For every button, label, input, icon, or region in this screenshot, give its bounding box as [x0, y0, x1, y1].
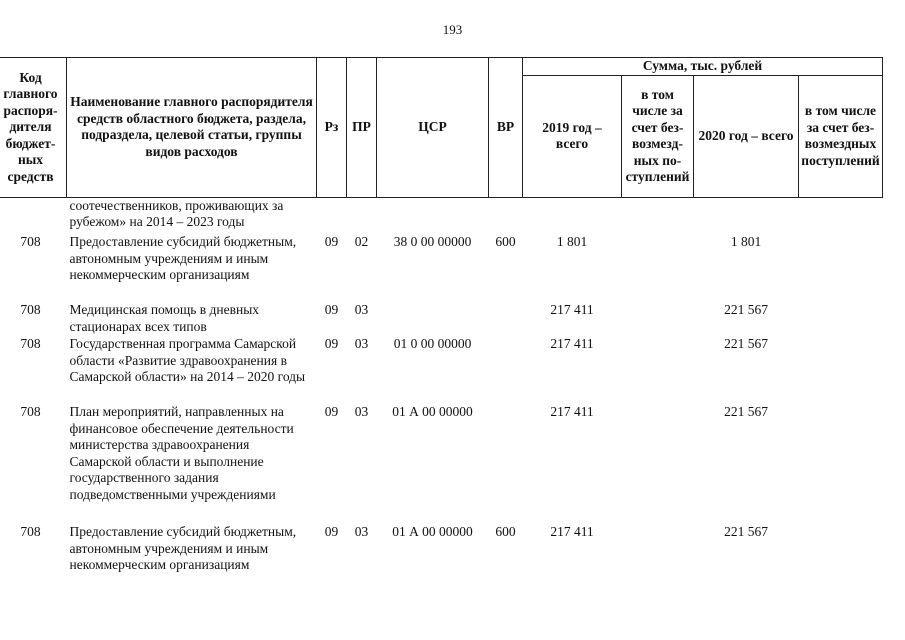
cell-code: 708 [20, 336, 41, 351]
table-body [0, 197, 883, 592]
cell-rz [317, 197, 347, 234]
table-row [0, 302, 883, 336]
cell-name: соотечественников, проживающих за рубежом» на 2014 – 2023 годы [69, 197, 284, 229]
cell-code [0, 197, 67, 234]
cell-rz: 09 [324, 524, 339, 539]
cell-2019-total: 1 801 [556, 234, 588, 249]
table-row [0, 336, 883, 404]
cell-vr [489, 197, 523, 234]
cell-rz: 09 [324, 302, 339, 317]
cell-2020-total: 221 567 [724, 404, 768, 419]
cell-2019-total: 217 411 [550, 302, 594, 317]
cell-2020-free [799, 234, 883, 302]
header-2019-total: 2019 год – всего [523, 75, 622, 197]
cell-pr: 03 [354, 404, 369, 419]
cell-name: План мероприятий, направленных на финансовое обеспечение деятельности министерства здравоохранения Самарской области и выполнение государственного задания подведомственными учреждениями [69, 404, 294, 502]
cell-code: 708 [20, 234, 41, 249]
cell-2019-total: 217 411 [550, 524, 594, 539]
cell-2019-total: 217 411 [550, 336, 594, 351]
cell-2020-free [799, 302, 883, 336]
cell-name: Медицинская помощь в дневных стационарах всех типов [69, 302, 260, 334]
cell-name: Предоставление субсидий бюджетным, автономным учреждениям и иным некоммерческим организациям [69, 234, 297, 282]
header-2020-total: 2020 год – всего [694, 75, 799, 197]
cell-csr: 01 А 00 00000 [392, 404, 473, 419]
cell-csr: 38 0 00 00000 [393, 234, 472, 249]
cell-2020-total: 1 801 [730, 234, 762, 249]
cell-2019-total: 217 411 [550, 404, 594, 419]
cell-csr: 01 0 00 00000 [393, 336, 472, 351]
cell-csr: 01 А 00 00000 [392, 524, 473, 539]
page-number: 193 [442, 22, 463, 37]
cell-2020-total: 221 567 [724, 336, 768, 351]
cell-2020-total [694, 197, 799, 234]
cell-2020-free [799, 404, 883, 524]
table-row [0, 524, 883, 592]
cell-name: Предоставление субсидий бюджетным, автономным учреждениям и иным некоммерческим организациям [69, 524, 297, 572]
table-row [0, 197, 883, 234]
table-row [0, 234, 883, 302]
cell-vr [489, 404, 523, 524]
cell-code: 708 [20, 302, 41, 317]
cell-csr [377, 302, 489, 336]
cell-2019-free [622, 302, 694, 336]
cell-2020-free [799, 197, 883, 234]
table-header [0, 58, 883, 198]
cell-2020-total: 221 567 [724, 302, 768, 317]
cell-2019-free [622, 404, 694, 524]
header-sum-group: Сумма, тыс. рублей [523, 58, 883, 76]
cell-csr [377, 197, 489, 234]
cell-2020-free [799, 524, 883, 592]
cell-rz: 09 [324, 336, 339, 351]
cell-rz: 09 [324, 234, 339, 249]
cell-pr: 02 [354, 234, 369, 249]
cell-vr [489, 336, 523, 404]
cell-2019-free [622, 336, 694, 404]
header-code: Код главного распорядителя бюджетных средств [0, 58, 67, 198]
cell-2020-total: 221 567 [724, 524, 768, 539]
cell-pr [347, 197, 377, 234]
cell-2019-free [622, 234, 694, 302]
header-pr: ПР [347, 58, 377, 198]
header-2020-free: в том числе за счет безвозмездных поступлений [799, 75, 883, 197]
table-row [0, 404, 883, 524]
cell-rz: 09 [324, 404, 339, 419]
header-rz: Рз [317, 58, 347, 198]
budget-table [0, 57, 883, 592]
cell-code: 708 [20, 524, 41, 539]
header-vr: ВР [489, 58, 523, 198]
cell-name: Государственная программа Самарской области «Развитие здравоохранения в Самарской области» на 2014 – 2020 годы [69, 336, 306, 384]
cell-vr: 600 [495, 524, 516, 539]
cell-2020-free [799, 336, 883, 404]
cell-pr: 03 [354, 302, 369, 317]
header-name: Наименование главного распорядителя средств областного бюджета, раздела, подраздела, целевой статьи, группы видов расходов [67, 58, 317, 198]
cell-pr: 03 [354, 336, 369, 351]
cell-2019-total [523, 197, 622, 234]
cell-pr: 03 [354, 524, 369, 539]
cell-code: 708 [20, 404, 41, 419]
cell-vr: 600 [495, 234, 516, 249]
cell-2019-free [622, 524, 694, 592]
cell-2019-free [622, 197, 694, 234]
cell-vr [489, 302, 523, 336]
header-2019-free: в том числе за счет безвозмездных поступлений [622, 75, 694, 197]
header-csr: ЦСР [377, 58, 489, 198]
